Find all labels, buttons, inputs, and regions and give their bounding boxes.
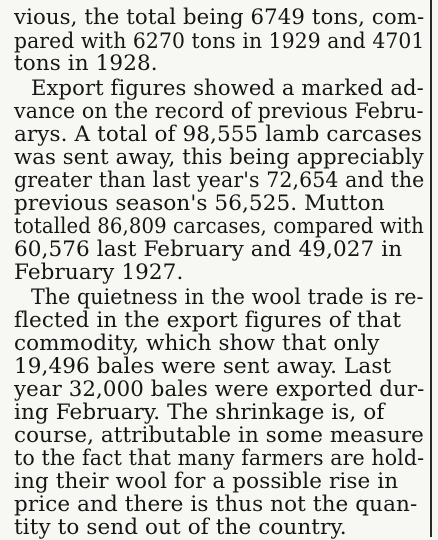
text-line: commodity, which show that only	[14, 331, 380, 356]
text-line: was sent away, this being appreciably	[14, 145, 424, 170]
text-line: greater than last year's 72,654 and the	[14, 168, 425, 193]
text-line: The quietness in the wool trade is re-	[31, 285, 424, 310]
text-line: pared with 6270 tons in 1929 and 4701	[14, 29, 425, 54]
text-line: previous season's 56,525. Mutton	[14, 191, 385, 216]
text-line: arys. A total of 98,555 lamb carcases	[14, 122, 423, 147]
text-line: tons in 1928.	[14, 51, 158, 76]
text-line: totalled 86,809 carcases, compared with	[14, 214, 424, 239]
text-line: ing their wool for a possible rise in	[14, 469, 399, 494]
text-line: February 1927.	[14, 260, 184, 285]
text-line: 19,496 bales were sent away. Last	[14, 354, 392, 379]
text-line: 60,576 last February and 49,027 in	[14, 237, 403, 262]
text-line: Export figures showed a marked ad-	[31, 76, 424, 101]
text-line: price and there is thus not the quan-	[14, 492, 418, 517]
text-line: to the fact that many farmers are hold-	[14, 446, 425, 471]
text-line: tity to send out of the country.	[14, 515, 347, 540]
text-line: vious, the total being 6749 tons, com-	[14, 5, 425, 30]
text-line: ing February. The shrinkage is, of	[14, 400, 385, 425]
text-line: course, attributable in some measure	[14, 423, 424, 448]
text-line: year 32,000 bales were exported dur-	[14, 377, 425, 402]
text-line: vance on the record of previous Febru-	[14, 99, 424, 124]
text-line: flected in the export figures of that	[14, 308, 402, 333]
column-rule	[430, 0, 432, 537]
